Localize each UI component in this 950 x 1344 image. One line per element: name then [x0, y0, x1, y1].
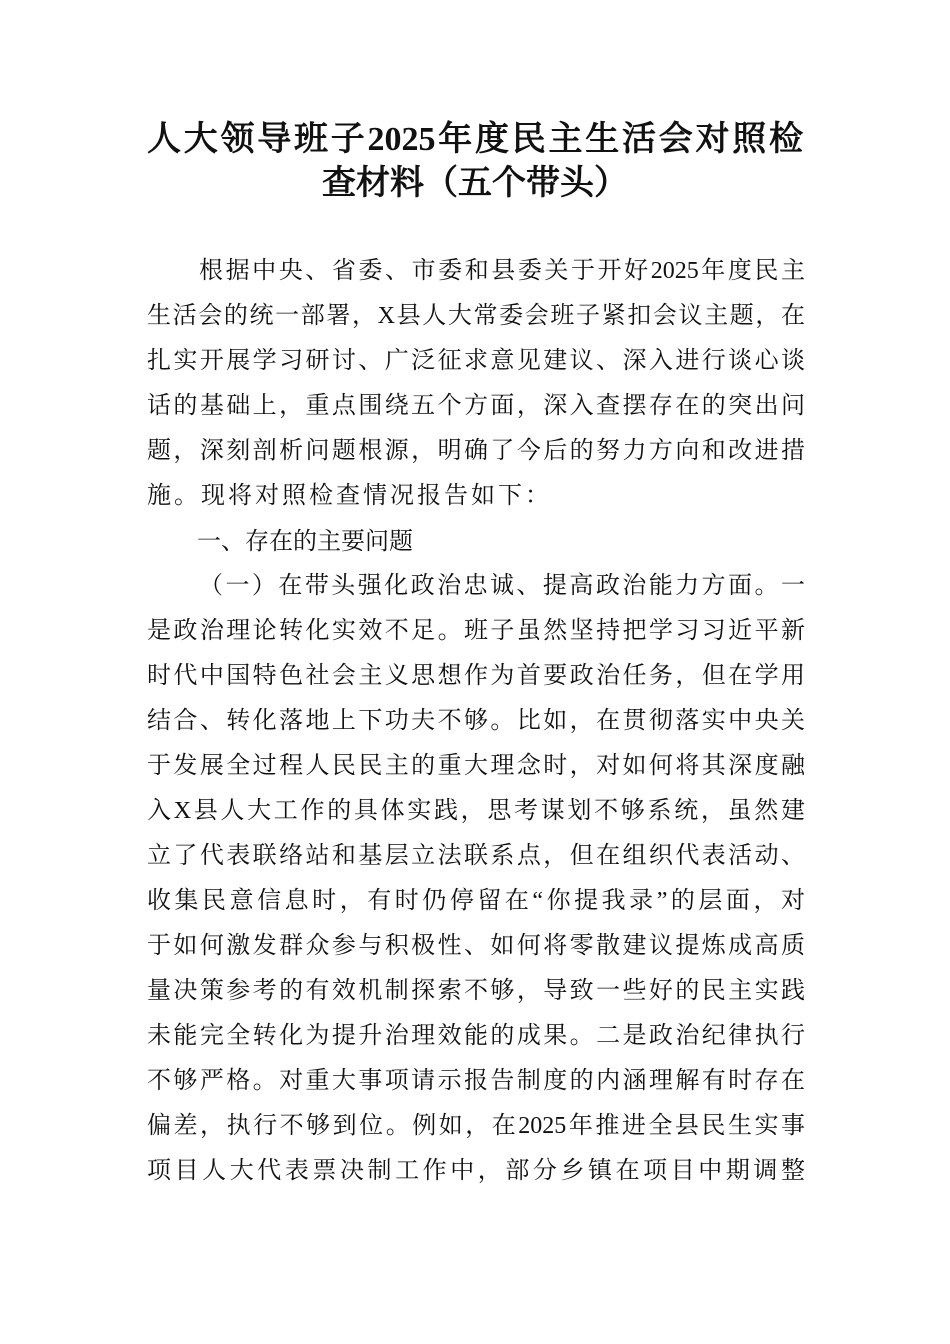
section-line: 是政治理论转化实效不足。班子虽然坚持把学习习近平新	[147, 618, 805, 644]
intro-line: 施。现将对照检查情况报告如下：	[147, 483, 552, 509]
section-heading: 一、存在的主要问题	[197, 527, 413, 555]
intro-line: 话的基础上，重点围绕五个方面，深入查摆存在的突出问	[147, 393, 805, 419]
intro-line: 生活会的统一部署，X县人大常委会班子紧扣会议主题，在	[147, 303, 805, 329]
document-title-line-2: 查材料（五个带头）	[322, 165, 628, 202]
section-line: 量决策参考的有效机制探索不够，导致一些好的民主实践	[147, 978, 805, 1004]
section-line: （一）在带头强化政治忠诚、提高政治能力方面。一	[199, 573, 805, 599]
intro-line: 题，深刻剖析问题根源，明确了今后的努力方向和改进措	[147, 438, 805, 464]
document-title-line-1: 人大领导班子2025年度民主生活会对照检	[147, 121, 803, 158]
section-line: 收集民意信息时，有时仍停留在“你提我录”的层面，对	[147, 888, 805, 914]
intro-line: 扎实开展学习研讨、广泛征求意见建议、深入进行谈心谈	[147, 348, 805, 374]
section-line: 入X县人大工作的具体实践，思考谋划不够系统，虽然建	[147, 798, 805, 824]
intro-line: 根据中央、省委、市委和县委关于开好2025年度民主	[199, 258, 805, 284]
section-line: 偏差，执行不够到位。例如，在2025年推进全县民生实事	[147, 1113, 805, 1139]
section-line: 项目人大代表票决制工作中，部分乡镇在项目中期调整	[147, 1158, 805, 1184]
document-body	[147, 249, 805, 1194]
section-line: 结合、转化落地上下功夫不够。比如，在贯彻落实中央关	[147, 708, 805, 734]
section-line: 于发展全过程人民民主的重大理念时，对如何将其深度融	[147, 753, 805, 779]
section-line: 未能完全转化为提升治理效能的成果。二是政治纪律执行	[147, 1023, 805, 1049]
section-line: 立了代表联络站和基层立法联系点，但在组织代表活动、	[147, 843, 805, 869]
section-line: 于如何激发群众参与积极性、如何将零散建议提炼成高质	[147, 933, 805, 959]
section-line: 时代中国特色社会主义思想作为首要政治任务，但在学用	[147, 663, 805, 689]
section-line: 不够严格。对重大事项请示报告制度的内涵理解有时存在	[147, 1068, 805, 1094]
